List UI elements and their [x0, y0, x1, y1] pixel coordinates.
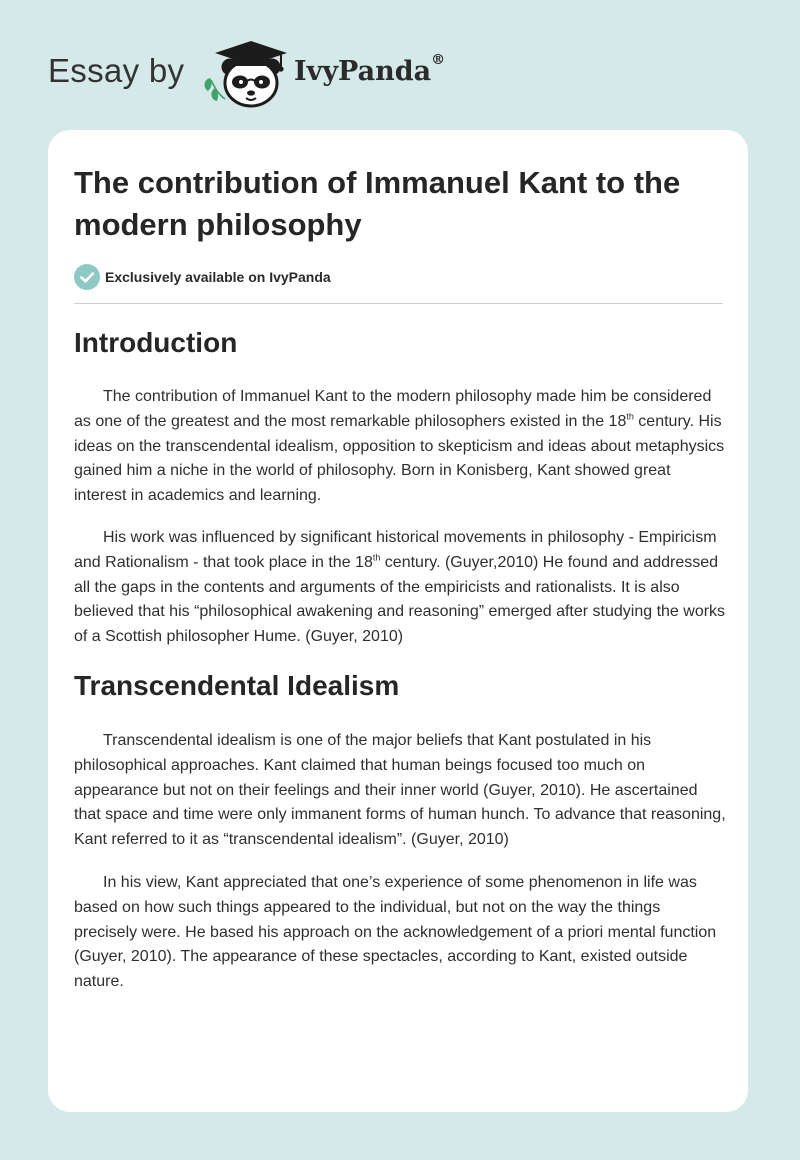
brand-name: IvyPanda®	[294, 52, 446, 87]
exclusive-text: Exclusively available on IvyPanda	[105, 269, 331, 285]
brand-header[interactable]	[48, 36, 508, 112]
check-circle-icon	[74, 264, 100, 290]
section-heading-introduction: Introduction	[74, 327, 238, 358]
section-heading-transcendental-idealism: Transcendental Idealism	[74, 670, 400, 701]
paragraph-intro-1: The contribution of Immanuel Kant to the modern philosophy made him be considered as one of the greatest and the most remarkable philosophers existed in the 18th century. His ideas on the transcendental idealism, opposition to skepticism and ideas about metaphysics gained him a niche in the world of philosophy. Born in Konisberg, Kant showed great interest in academics and learning.	[74, 388, 725, 505]
paragraph-idealism-1: Transcendental idealism is one of the major beliefs that Kant postulated in his philosophical approaches. Kant claimed that human beings focused too much on appearance but not on their feelings and their inner world (Guyer, 2010). He ascertained that space and time were only immanent forms of human hunch. To advance that reasoning, Kant referred to it as “transcendental idealism”. (Guyer, 2010)	[74, 732, 726, 849]
divider	[74, 303, 723, 304]
paragraph-intro-2: His work was influenced by significant historical movements in philosophy - Empiricism and Rationalism - that took place in the 18th century. (Guyer,2010) He found and addressed all the gaps in the contents and arguments of the empiricists and rationalists. It is also believed that his “philosophical awakening and reasoning” emerged after studying the works of a Scottish philosopher Hume. (Guyer, 2010)	[74, 529, 726, 646]
essay-title: The contribution of Immanuel Kant to the modern philosophy	[74, 165, 681, 242]
panda-graduate-icon	[201, 36, 297, 108]
paragraph-idealism-2: In his view, Kant appreciated that one’s experience of some phenomenon in life was based on how such things appeared to the individual, but not on the way the things precisely were. He based his approach on the acknowledgement of a priori mental function (Guyer, 2010). The appearance of these spectacles, according to Kant, existed outside nature.	[74, 874, 717, 991]
brand-prefix: Essay by	[48, 52, 185, 89]
essay-card	[48, 130, 748, 1112]
